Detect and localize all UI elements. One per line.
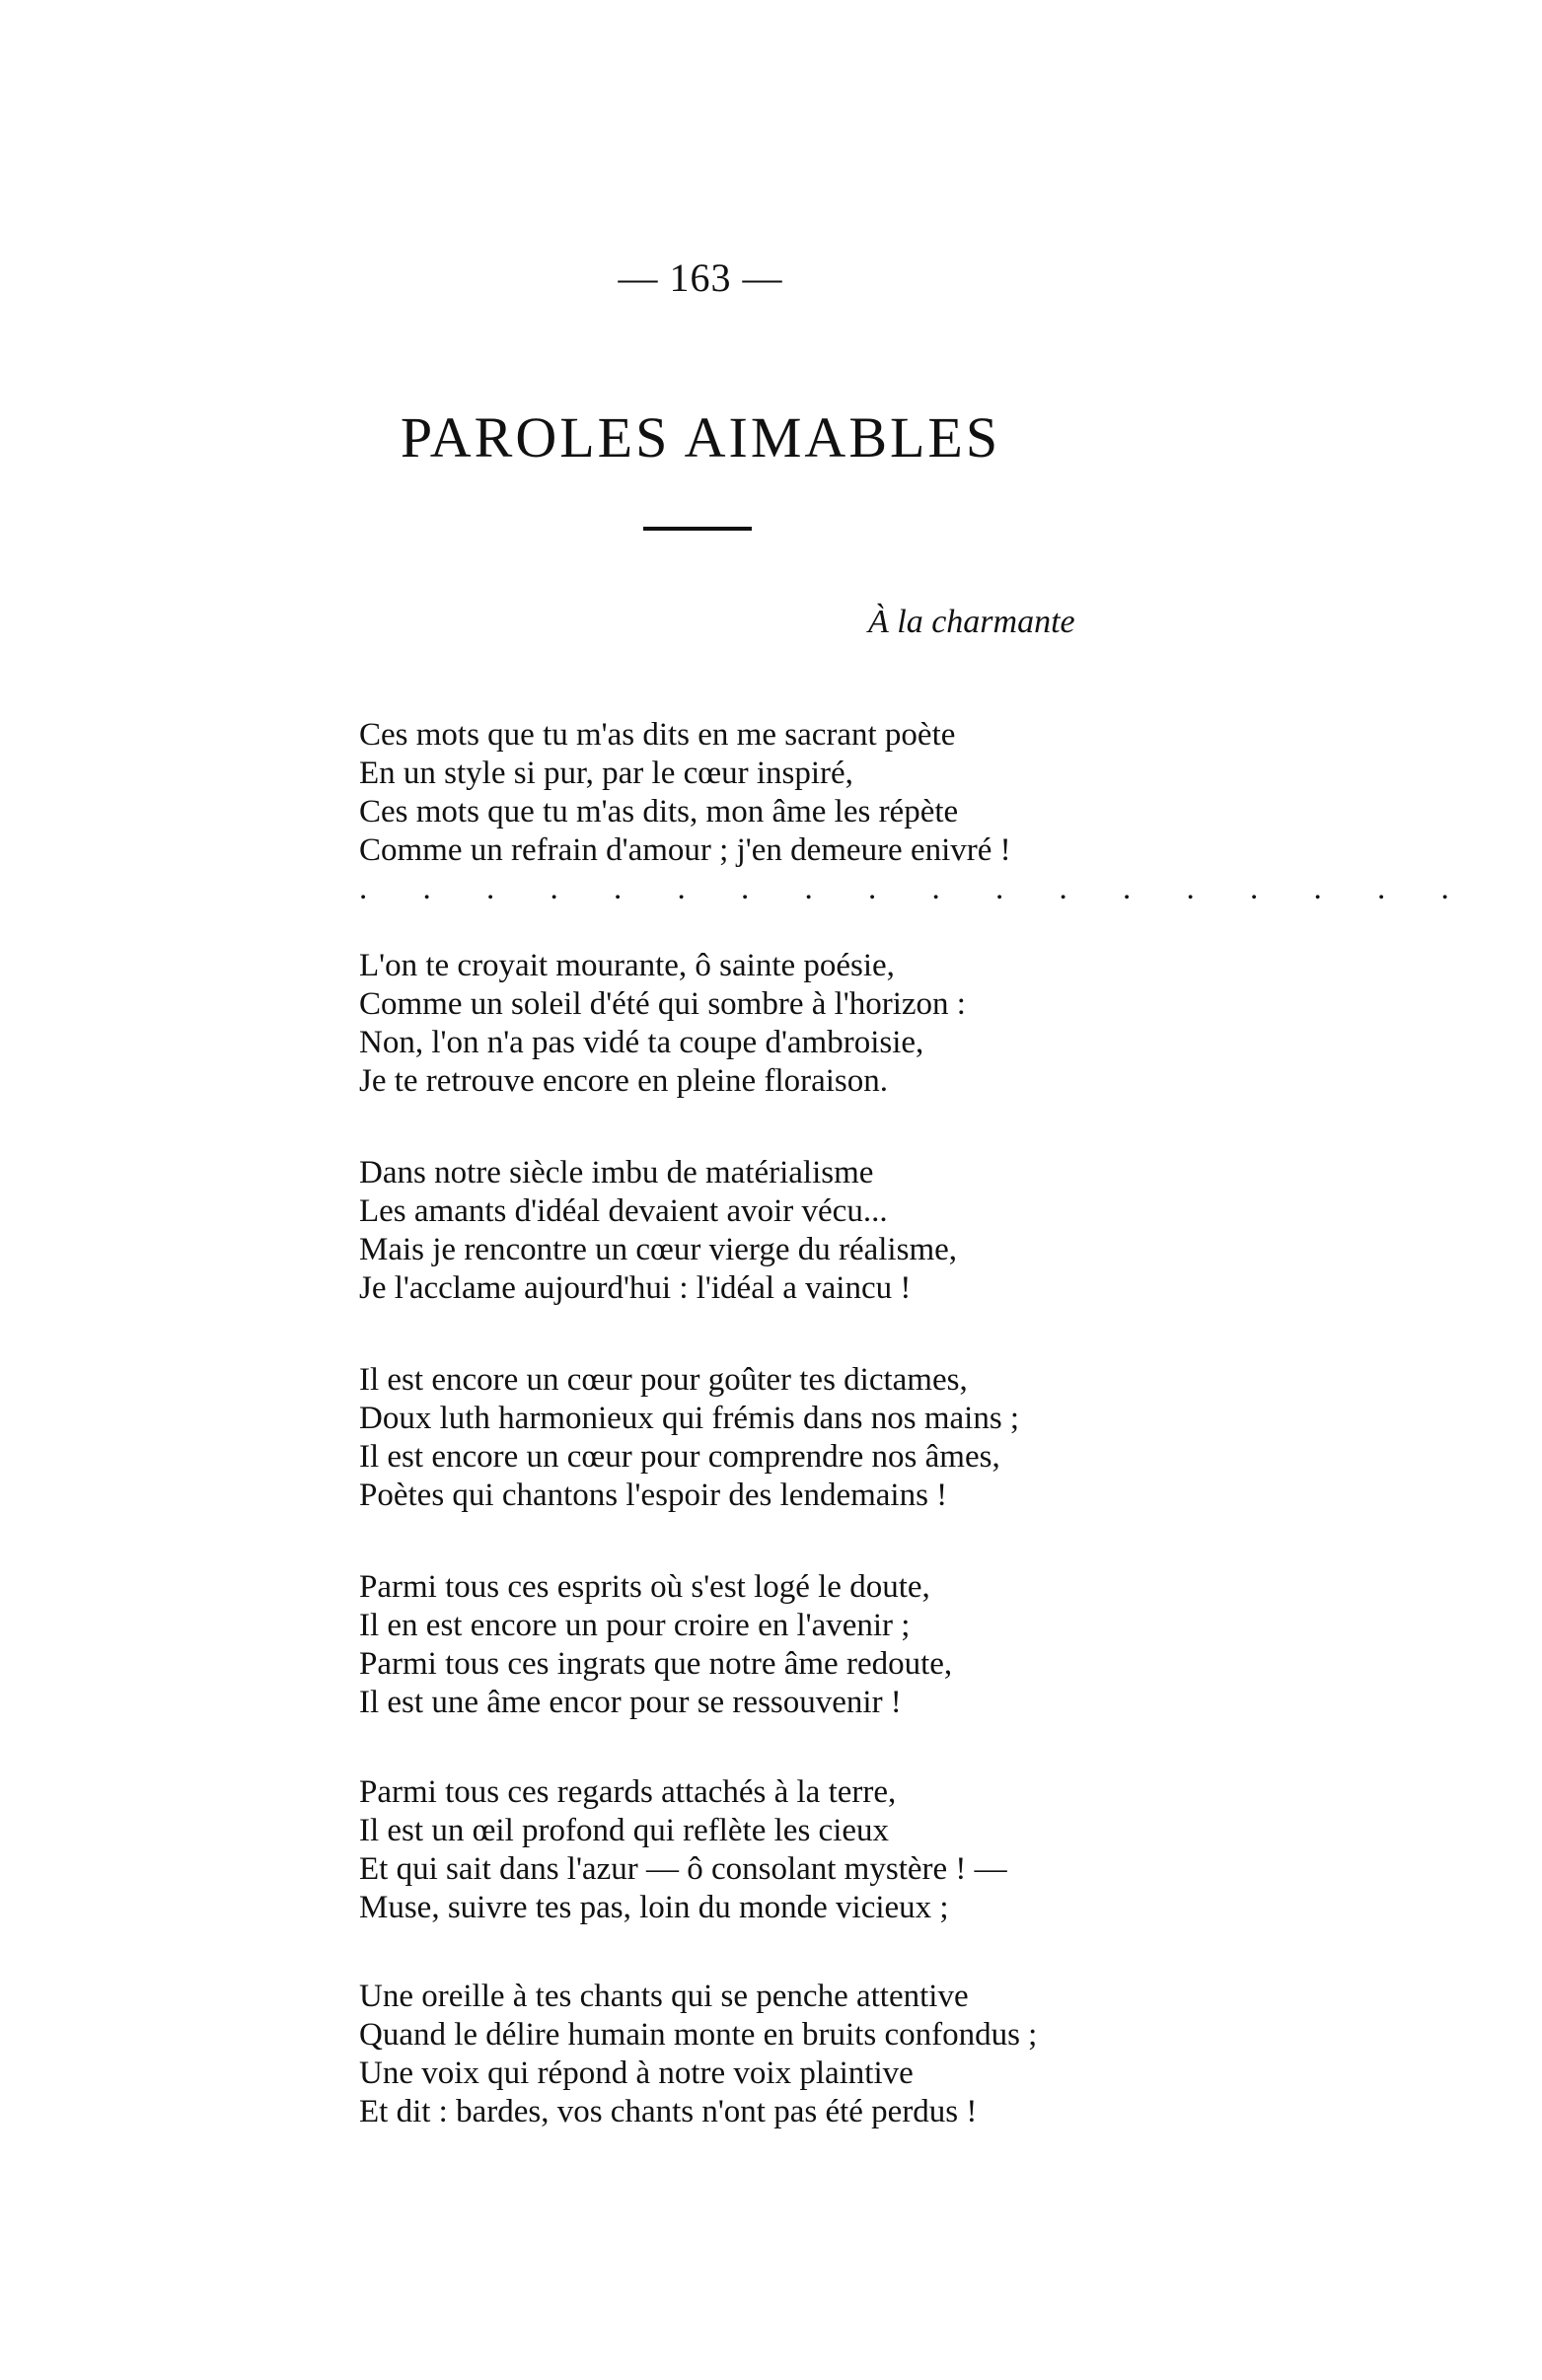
verse-line: Non, l'on n'a pas vidé ta coupe d'ambroisie, [359, 1025, 924, 1060]
verse-line: En un style si pur, par le cœur inspiré, [359, 756, 853, 791]
verse-line: Je l'acclame aujourd'hui : l'idéal a vaincu ! [359, 1270, 912, 1306]
verse-line: Parmi tous ces regards attachés à la terre, [359, 1774, 897, 1810]
stanza-7 [359, 1978, 1109, 2131]
stanza-2 [359, 947, 1109, 1101]
verse-line: Comme un refrain d'amour ; j'en demeure enivré ! [359, 832, 1011, 868]
stanza-1 [359, 716, 1473, 908]
verse-line: Les amants d'idéal devaient avoir vécu... [359, 1193, 888, 1229]
verse-line: Muse, suivre tes pas, loin du monde vicieux ; [359, 1890, 949, 1925]
verse-line: Mais je rencontre un cœur vierge du réalisme, [359, 1232, 958, 1267]
verse-line: Une oreille à tes chants qui se penche attentive [359, 1979, 969, 2014]
verse-line: Il est une âme encor pour se ressouvenir ! [359, 1685, 902, 1720]
stanza-5 [359, 1568, 1109, 1722]
verse-line: Une voix qui répond à notre voix plaintive [359, 2055, 914, 2091]
verse-line: Il est un œil profond qui reflète les cieux [359, 1813, 890, 1848]
verse-line: Ces mots que tu m'as dits en me sacrant poète [359, 717, 956, 753]
verse-line: Et dit : bardes, vos chants n'ont pas été perdus ! [359, 2094, 978, 2129]
verse-line: Doux luth harmonieux qui frémis dans nos mains ; [359, 1401, 1020, 1436]
verse-line: Il est encore un cœur pour goûter tes dictames, [359, 1362, 968, 1398]
verse-line: Quand le délire humain monte en bruits confondus ; [359, 2017, 1038, 2053]
stanza-6 [359, 1773, 1109, 1927]
verse-line: Dans notre siècle imbu de matérialisme [359, 1155, 874, 1190]
dedication: À la charmante [868, 604, 1075, 640]
poem-title: PAROLES AIMABLES [400, 405, 1001, 469]
verse-line: Il en est encore un pour croire en l'avenir ; [359, 1608, 911, 1643]
verse-line: Comme un soleil d'été qui sombre à l'horizon : [359, 986, 966, 1022]
verse-line: Il est encore un cœur pour comprendre nos âmes, [359, 1439, 1000, 1475]
verse-line: Ces mots que tu m'as dits, mon âme les répète [359, 794, 959, 829]
title-divider [643, 527, 752, 531]
verse-line: Poètes qui chantons l'espoir des lendemains ! [359, 1478, 948, 1513]
verse-line: Et qui sait dans l'azur — ô consolant mystère ! — [359, 1851, 1007, 1887]
verse-line: Parmi tous ces esprits où s'est logé le doute, [359, 1569, 930, 1605]
verse-line: L'on te croyait mourante, ô sainte poésie, [359, 948, 895, 983]
verse-line: Je te retrouve encore en pleine floraison. [359, 1063, 889, 1099]
ellipsis-line: . . . . . . . . . . . . . . . . . . [359, 871, 1473, 906]
stanza-3 [359, 1154, 1109, 1308]
stanza-4 [359, 1361, 1109, 1515]
page-number: — 163 — [618, 255, 783, 300]
verse-line: Parmi tous ces ingrats que notre âme redoute, [359, 1646, 953, 1682]
